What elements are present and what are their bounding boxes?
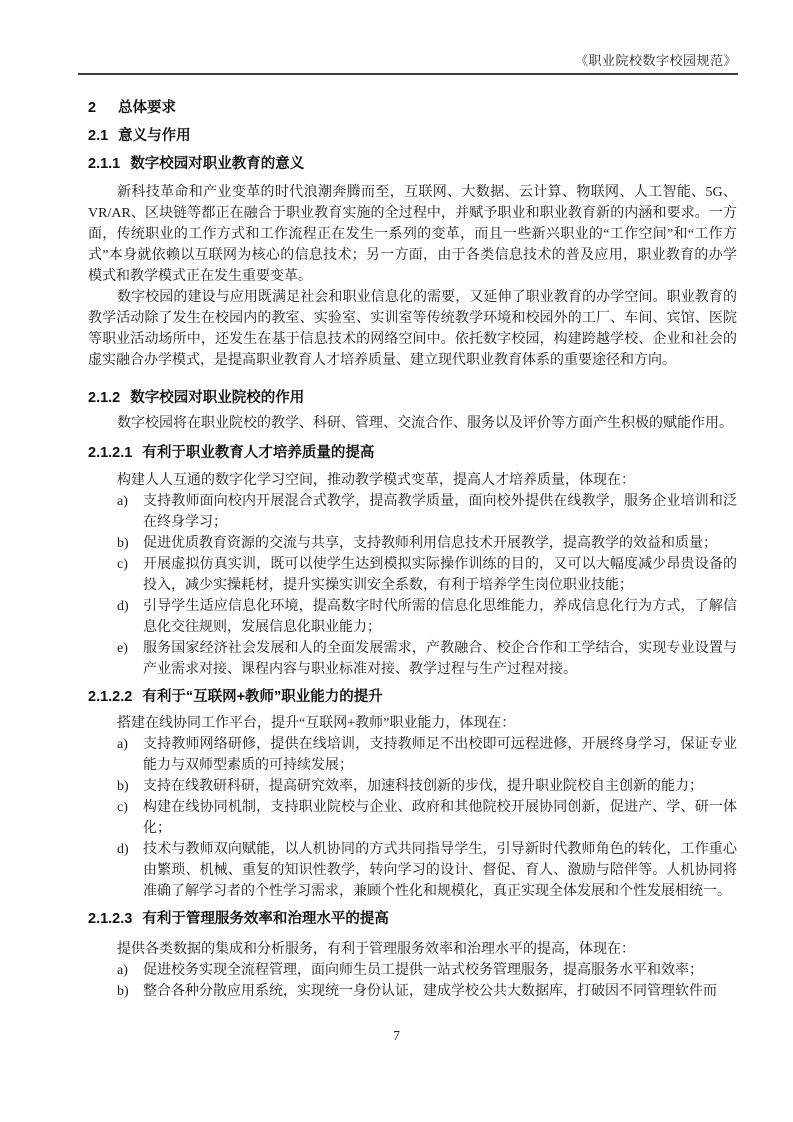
list-item-label: c): [117, 557, 128, 572]
paragraph: 数字校园将在职业院校的教学、科研、管理、交流合作、服务以及评价等方面产生积极的赋能作用。: [117, 416, 733, 431]
list-item-text: 促进优质教育资源的交流与共享，支持教师利用信息技术开展教学，提高教学的效益和质量；: [143, 536, 717, 551]
heading-2-1-2-1-title: 有利于职业教育人才培养质量的提高: [142, 445, 375, 461]
list-item-text: 支持教师面向校内开展混合式教学，提高教学质量，面向校外提供在线教学，服务企业培训和泛在终身学习；: [143, 494, 737, 530]
list-item-text: 支持在线教研科研，提高研究效率，加速科技创新的步伐，提升职业院校自主创新的能力；: [143, 779, 703, 794]
list-item-text: 支持教师网络研修，提供在线培训，支持教师足不出校即可远程进修，开展终身学习，保证专业能力与双师型素质的可持续发展；: [143, 737, 737, 773]
heading-chapter-title: 总体要求: [118, 100, 176, 116]
list-item-text: 服务国家经济社会发展和人的全面发展需求，产教融合、校企合作和工学结合，实现专业设置与产业需求对接、课程内容与职业标准对接、教学过程与生产过程对接。: [143, 641, 737, 677]
list-intro: 搭建在线协同工作平台，提升“互联网+教师”职业能力，体现在：: [117, 716, 516, 731]
header-rule: [78, 73, 738, 75]
heading-2-1-2-2: [88, 687, 737, 708]
list-item-text: 促进校务实现全流程管理，面向师生员工提供一站式校务管理服务，提高服务水平和效率；: [143, 963, 703, 978]
list-item: [88, 554, 737, 596]
list-item-label: a): [117, 494, 128, 509]
paragraph: 数字校园的建设与应用既满足社会和职业信息化的需要，又延伸了职业教育的办学空间。职业教育的教学活动除了发生在校园内的教室、实验室、实训室等传统教学环境和校园外的工厂、车间、宾馆、医院等职业活动场所中，还发生在基于信息技术的网络空间中。依托数字校园，构建跨越学校、企业和社会的虚实融合办学模式，是提高职业教育人才培养质量、建立现代职业教育体系的重要途径和方向。: [88, 290, 737, 368]
heading-subsection-2-1-1-number: 2.1.1: [88, 156, 121, 172]
page-content: [88, 96, 737, 1002]
list-item: [88, 734, 737, 776]
heading-subsection-2-1-2: [88, 388, 737, 409]
heading-section-title: 意义与作用: [118, 128, 191, 144]
heading-2-1-2-3: [88, 909, 737, 930]
heading-2-1-2-1-number: 2.1.2.1: [88, 445, 133, 461]
running-header: 《职业院校数字校园规范》: [574, 53, 737, 68]
list-item-label: b): [117, 779, 129, 794]
list-item: [88, 960, 737, 981]
heading-subsection-2-1-2-title: 数字校园对职业院校的作用: [130, 390, 305, 406]
heading-section: [88, 126, 737, 147]
heading-subsection-2-1-1-title: 数字校园对职业教育的意义: [130, 156, 305, 172]
heading-2-1-2-2-number: 2.1.2.2: [88, 689, 133, 705]
heading-2-1-2-3-title: 有利于管理服务效率和治理水平的提高: [142, 911, 389, 927]
heading-section-number: 2.1: [88, 128, 109, 144]
heading-chapter: [88, 98, 737, 119]
list-item: [88, 797, 737, 839]
list-item-text: 构建在线协同机制，支持职业院校与企业、政府和其他院校开展协同创新，促进产、学、研一体化；: [143, 800, 737, 836]
list-item: [88, 491, 737, 533]
list-item-label: e): [117, 641, 128, 656]
list-item-text: 开展虚拟仿真实训，既可以使学生达到模拟实际操作训练的目的，又可以大幅度减少昂贵设备的投入，减少实操耗材，提升实操实训安全系数，有利于培养学生岗位职业技能；: [143, 557, 737, 593]
list-intro: 构建人人互通的数字化学习空间，推动教学模式变革，提高人才培养质量，体现在：: [117, 473, 635, 488]
heading-2-1-2-1: [88, 443, 737, 464]
list-item-label: b): [117, 536, 129, 551]
page-number: 7: [393, 1028, 400, 1043]
heading-subsection-2-1-2-number: 2.1.2: [88, 390, 121, 406]
list-item-label: a): [117, 737, 128, 752]
paragraph: 新科技革命和产业变革的时代浪潮奔腾而至，互联网、大数据、云计算、物联网、人工智能、5G、VR/AR、区块链等都正在融合于职业教育实施的全过程中，并赋予职业和职业教育新的内涵和要求。一方面，传统职业的工作方式和工作流程正在发生一系列的变革，而且一些新兴职业的“工作空间”和“工作方式”本身就依赖以互联网为核心的信息技术；另一方面，由于各类信息技术的普及应用，职业教育的办学模式和教学模式正在发生重要变革。: [88, 185, 737, 284]
heading-subsection-2-1-1: [88, 154, 737, 175]
heading-chapter-number: 2: [88, 100, 97, 116]
list-item-label: d): [117, 599, 129, 614]
list-item: [88, 981, 737, 1002]
list-item-label: c): [117, 800, 128, 815]
list-item: [88, 638, 737, 680]
list-item-label: d): [117, 842, 129, 857]
list-item: [88, 776, 737, 797]
list-item-text: 引导学生适应信息化环境，提高数字时代所需的信息化思维能力，养成信息化行为方式，了解信息化交往规则，发展信息化职业能力；: [143, 599, 737, 635]
list-item-label: a): [117, 963, 128, 978]
heading-2-1-2-2-title: 有利于“互联网+教师”职业能力的提升: [142, 689, 383, 705]
list-item-text: 技术与教师双向赋能，以人机协同的方式共同指导学生，引导新时代教师角色的转化，工作重心由繁琐、机械、重复的知识性教学，转向学习的设计、督促、育人、激励与陪伴等。人机协同将准确了解学习者的个性学习需求，兼顾个性化和规模化，真正实现全体发展和个性发展相统一。: [143, 842, 737, 899]
list-item-text: 整合各种分散应用系统，实现统一身份认证，建成学校公共大数据库，打破因不同管理软件而: [143, 984, 717, 999]
list-item: [88, 839, 737, 902]
heading-2-1-2-3-number: 2.1.2.3: [88, 911, 133, 927]
list-intro: 提供各类数据的集成和分析服务，有利于管理服务效率和治理水平的提高，体现在：: [117, 942, 635, 957]
list-item: [88, 596, 737, 638]
list-item-label: b): [117, 984, 129, 999]
list-item: [88, 533, 737, 554]
